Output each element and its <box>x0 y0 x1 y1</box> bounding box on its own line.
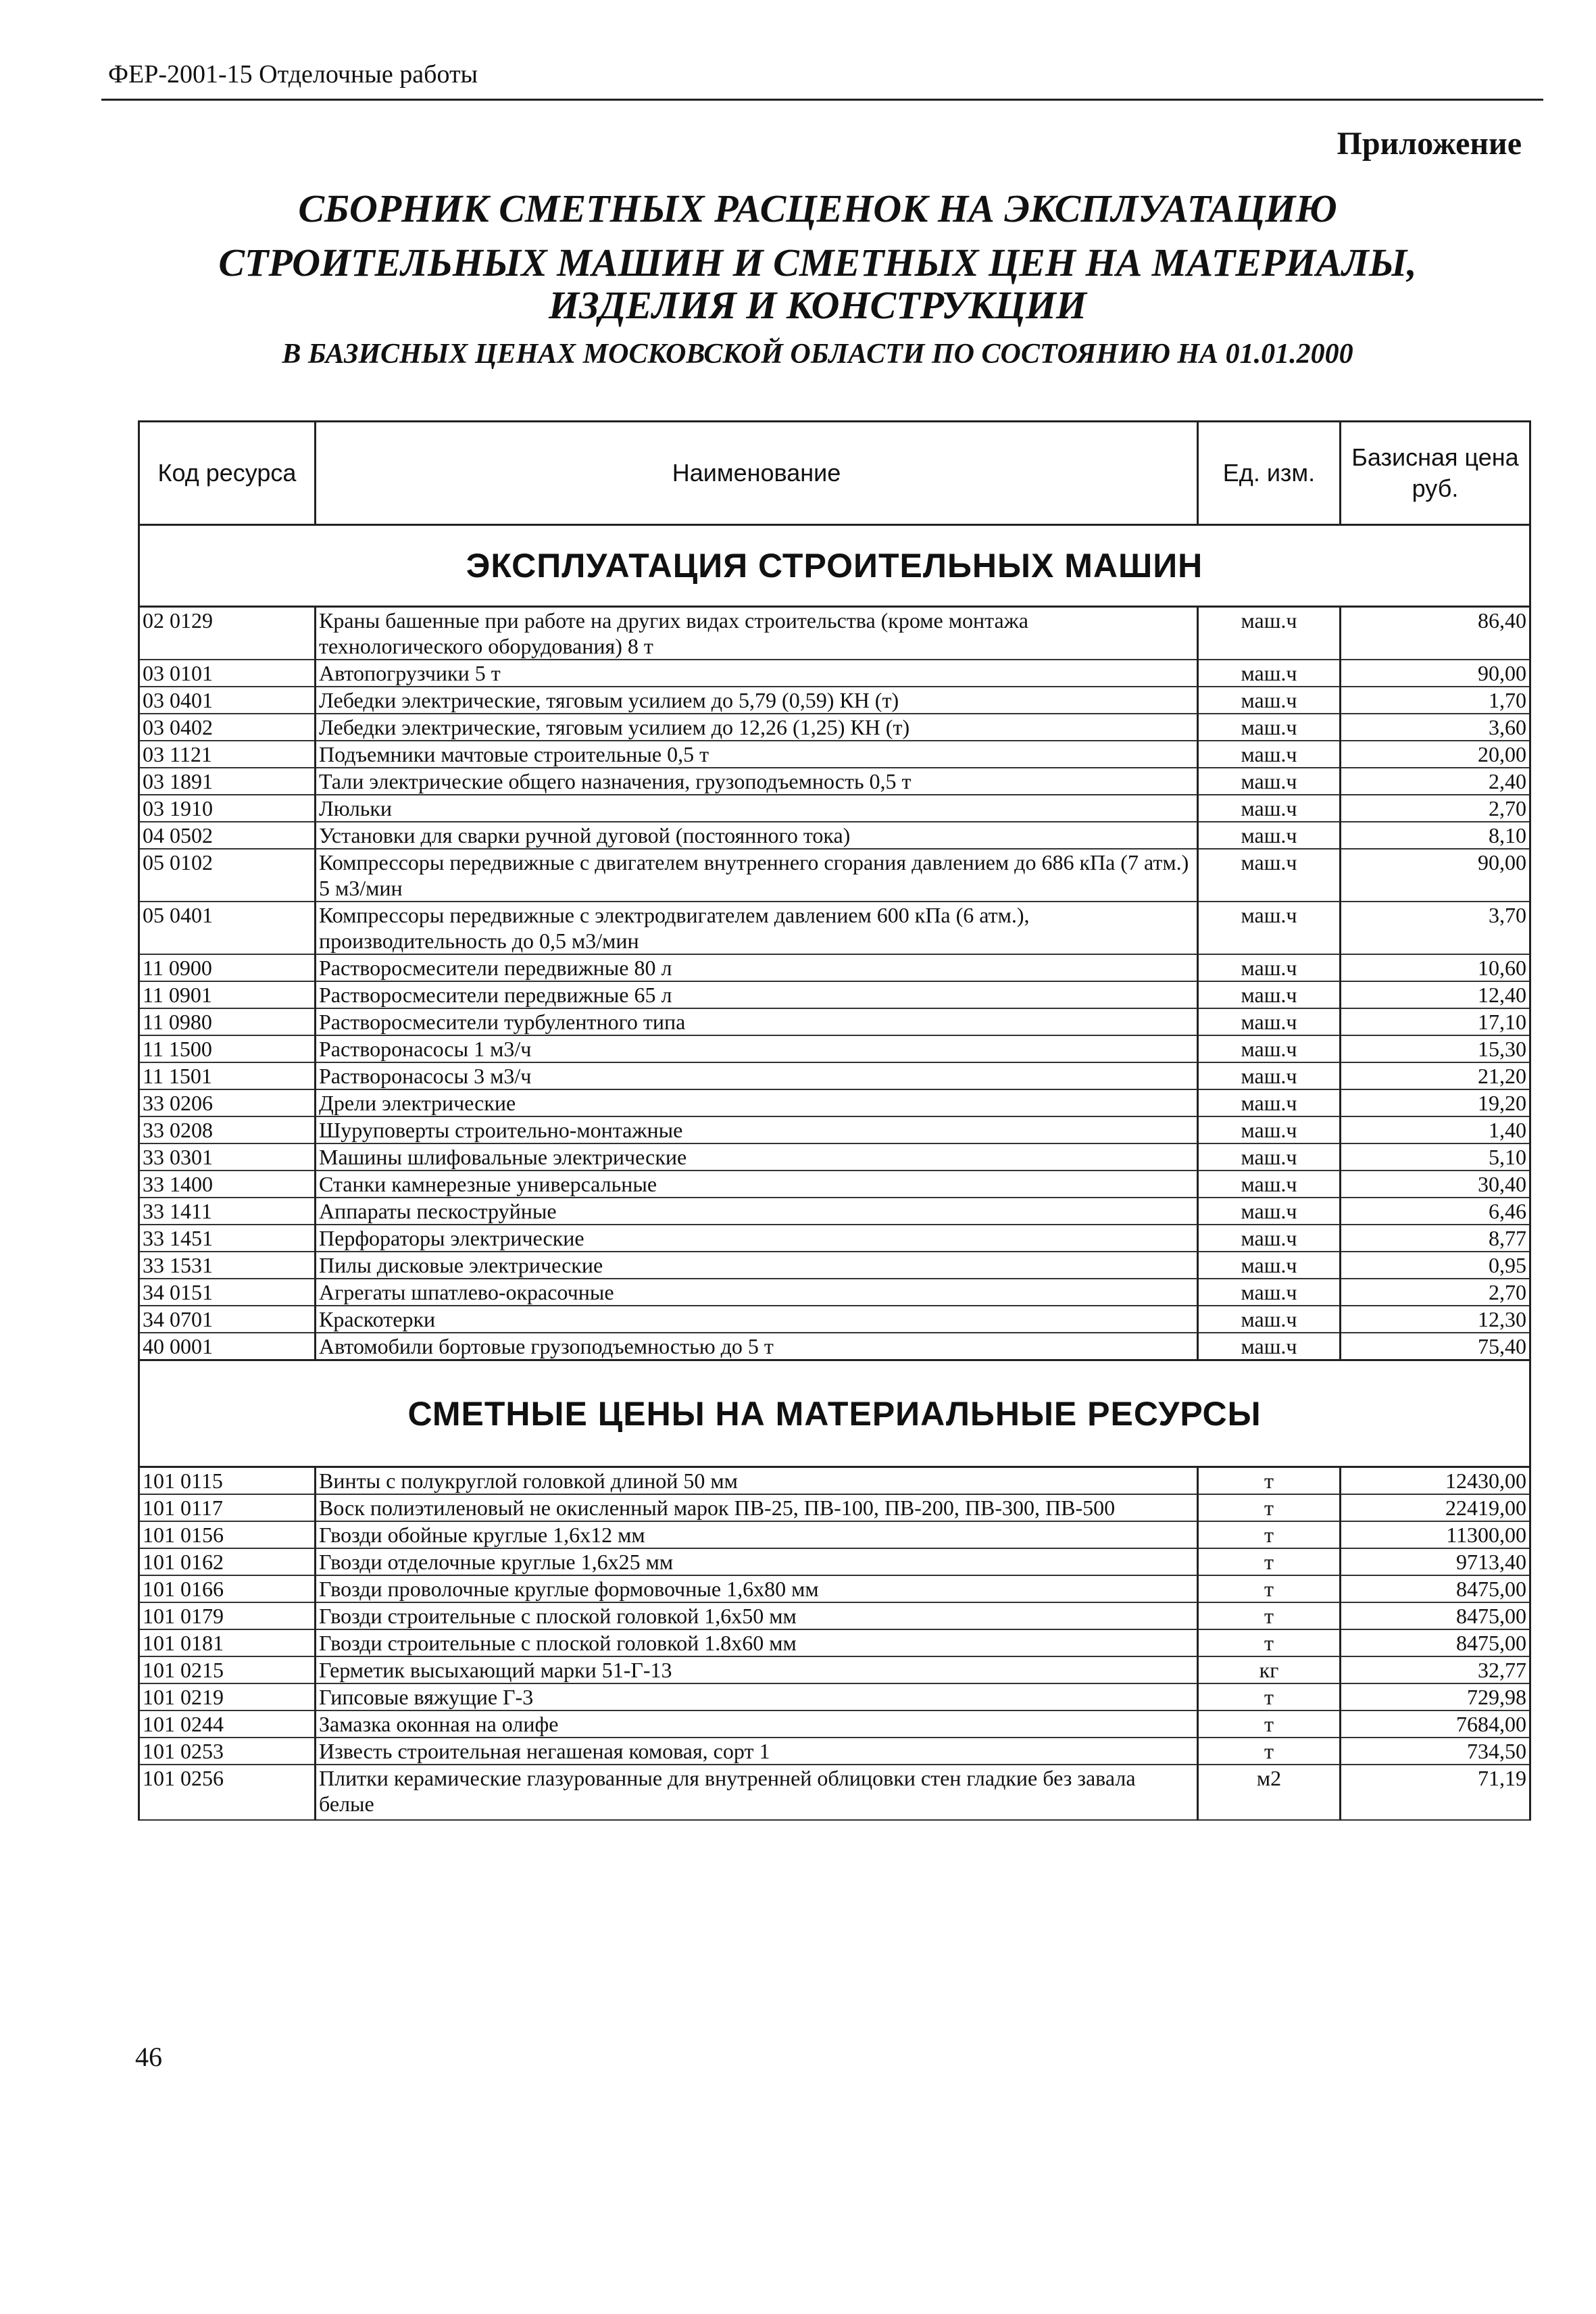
table-row <box>139 1062 1530 1089</box>
materials-section <box>139 1360 1530 1821</box>
base-price: 2,40 <box>1341 768 1530 795</box>
base-price: 12,30 <box>1341 1306 1530 1333</box>
resource-code: 11 0980 <box>139 1008 316 1035</box>
table-row <box>139 795 1530 822</box>
unit-of-measure: т <box>1198 1575 1341 1602</box>
table-row <box>139 1116 1530 1143</box>
table-row <box>139 849 1530 902</box>
table-row <box>139 1333 1530 1360</box>
table-row <box>139 981 1530 1008</box>
unit-of-measure: маш.ч <box>1198 768 1341 795</box>
appendix-label: Приложение <box>1337 126 1522 162</box>
unit-of-measure: маш.ч <box>1198 687 1341 714</box>
resource-name: Растворосмесители передвижные 65 л <box>316 981 1198 1008</box>
resource-name: Растворонасосы 3 м3/ч <box>316 1062 1198 1089</box>
unit-of-measure: маш.ч <box>1198 1198 1341 1225</box>
unit-of-measure: т <box>1198 1629 1341 1656</box>
resource-name: Шуруповерты строительно-монтажные <box>316 1116 1198 1143</box>
base-price: 11300,00 <box>1341 1521 1530 1548</box>
base-price: 21,20 <box>1341 1062 1530 1089</box>
header-name: Наименование <box>316 422 1198 525</box>
header-price: Базисная цена руб. <box>1341 422 1530 525</box>
table-row <box>139 768 1530 795</box>
unit-of-measure: маш.ч <box>1198 981 1341 1008</box>
resource-code: 11 1500 <box>139 1035 316 1062</box>
unit-of-measure: маш.ч <box>1198 660 1341 687</box>
resource-code: 101 0215 <box>139 1656 316 1683</box>
table-row <box>139 607 1530 660</box>
table-row <box>139 1494 1530 1521</box>
resource-name: Аппараты пескоструйные <box>316 1198 1198 1225</box>
resource-name: Гвозди обойные круглые 1,6х12 мм <box>316 1521 1198 1548</box>
base-price: 12,40 <box>1341 981 1530 1008</box>
base-price: 7684,00 <box>1341 1710 1530 1738</box>
base-price: 1,40 <box>1341 1116 1530 1143</box>
resource-name: Подъемники мачтовые строительные 0,5 т <box>316 741 1198 768</box>
table-row <box>139 1089 1530 1116</box>
base-price: 2,70 <box>1341 1279 1530 1306</box>
base-price: 9713,40 <box>1341 1548 1530 1575</box>
table-row <box>139 1710 1530 1738</box>
resource-name: Лебедки электрические, тяговым усилием до 12,26 (1,25) КН (т) <box>316 714 1198 741</box>
resource-code: 40 0001 <box>139 1333 316 1360</box>
resource-code: 11 0901 <box>139 981 316 1008</box>
header-code: Код ресурса <box>139 422 316 525</box>
resource-name: Плитки керамические глазурованные для внутренней облицовки стен гладкие без завала белые <box>316 1765 1198 1820</box>
resource-name: Винты с полукруглой головкой длиной 50 мм <box>316 1467 1198 1495</box>
resource-name: Гвозди строительные с плоской головкой 1,6х50 мм <box>316 1602 1198 1629</box>
resource-code: 05 0401 <box>139 902 316 954</box>
base-price: 8,77 <box>1341 1225 1530 1252</box>
base-price: 22419,00 <box>1341 1494 1530 1521</box>
base-price: 75,40 <box>1341 1333 1530 1360</box>
resource-name: Гвозди проволочные круглые формовочные 1,6х80 мм <box>316 1575 1198 1602</box>
table-row <box>139 1656 1530 1683</box>
unit-of-measure: маш.ч <box>1198 714 1341 741</box>
resource-name: Автомобили бортовые грузоподъемностью до 5 т <box>316 1333 1198 1360</box>
table-row <box>139 1765 1530 1820</box>
table-row <box>139 1683 1530 1710</box>
resource-code: 33 1531 <box>139 1252 316 1279</box>
header-unit: Ед. изм. <box>1198 422 1341 525</box>
resource-name: Краны башенные при работе на других видах строительства (кроме монтажа технологического оборудования) 8 т <box>316 607 1198 660</box>
base-price: 90,00 <box>1341 849 1530 902</box>
document-subtitle: В БАЗИСНЫХ ЦЕНАХ МОСКОВСКОЙ ОБЛАСТИ ПО СОСТОЯНИЮ НА 01.01.2000 <box>282 339 1353 370</box>
resource-code: 03 1910 <box>139 795 316 822</box>
resource-code: 03 0401 <box>139 687 316 714</box>
base-price: 8475,00 <box>1341 1602 1530 1629</box>
resource-code: 33 1451 <box>139 1225 316 1252</box>
resource-code: 33 1400 <box>139 1171 316 1198</box>
resource-code: 101 0219 <box>139 1683 316 1710</box>
unit-of-measure: маш.ч <box>1198 1062 1341 1089</box>
header-rule <box>101 99 1543 101</box>
table-row <box>139 1521 1530 1548</box>
resource-code: 33 1411 <box>139 1198 316 1225</box>
page-number: 46 <box>135 2042 162 2072</box>
resource-code: 33 0206 <box>139 1089 316 1116</box>
resource-code: 101 0166 <box>139 1575 316 1602</box>
document-title-line-1: СБОРНИК СМЕТНЫХ РАСЦЕНОК НА ЭКСПЛУАТАЦИЮ <box>298 187 1337 230</box>
unit-of-measure: маш.ч <box>1198 1143 1341 1171</box>
table-row <box>139 822 1530 849</box>
section-title-materials: СМЕТНЫЕ ЦЕНЫ НА МАТЕРИАЛЬНЫЕ РЕСУРСЫ <box>139 1360 1530 1467</box>
table-row <box>139 1738 1530 1765</box>
unit-of-measure: м2 <box>1198 1765 1341 1820</box>
base-price: 71,19 <box>1341 1765 1530 1820</box>
resource-name: Замазка оконная на олифе <box>316 1710 1198 1738</box>
unit-of-measure: маш.ч <box>1198 1171 1341 1198</box>
table-row <box>139 1171 1530 1198</box>
resource-code: 03 1121 <box>139 741 316 768</box>
unit-of-measure: маш.ч <box>1198 954 1341 981</box>
table-row <box>139 1602 1530 1629</box>
resource-code: 03 1891 <box>139 768 316 795</box>
resource-code: 101 0244 <box>139 1710 316 1738</box>
resource-name: Растворосмесители турбулентного типа <box>316 1008 1198 1035</box>
resource-code: 101 0181 <box>139 1629 316 1656</box>
resource-name: Краскотерки <box>316 1306 1198 1333</box>
resource-name: Компрессоры передвижные с электродвигателем давлением 600 кПа (6 атм.), производительность до 0,5 м3/мин <box>316 902 1198 954</box>
resource-name: Растворонасосы 1 м3/ч <box>316 1035 1198 1062</box>
base-price: 8,10 <box>1341 822 1530 849</box>
table-row <box>139 1143 1530 1171</box>
document-title-line-3: ИЗДЕЛИЯ И КОНСТРУКЦИИ <box>549 283 1087 327</box>
resource-code: 101 0117 <box>139 1494 316 1521</box>
unit-of-measure: т <box>1198 1467 1341 1495</box>
resource-code: 101 0179 <box>139 1602 316 1629</box>
resource-code: 03 0101 <box>139 660 316 687</box>
resource-name: Известь строительная негашеная комовая, сорт 1 <box>316 1738 1198 1765</box>
resource-code: 03 0402 <box>139 714 316 741</box>
base-price: 6,46 <box>1341 1198 1530 1225</box>
resource-code: 04 0502 <box>139 822 316 849</box>
section-heading-row <box>139 525 1530 607</box>
table-row <box>139 660 1530 687</box>
unit-of-measure: маш.ч <box>1198 849 1341 902</box>
resource-name: Гвозди строительные с плоской головкой 1.8х60 мм <box>316 1629 1198 1656</box>
base-price: 2,70 <box>1341 795 1530 822</box>
unit-of-measure: т <box>1198 1494 1341 1521</box>
table-row <box>139 1306 1530 1333</box>
resource-code: 101 0253 <box>139 1738 316 1765</box>
resource-code: 101 0156 <box>139 1521 316 1548</box>
resource-name: Герметик высыхающий марки 51-Г-13 <box>316 1656 1198 1683</box>
unit-of-measure: маш.ч <box>1198 741 1341 768</box>
resource-code: 33 0208 <box>139 1116 316 1143</box>
table-row <box>139 1035 1530 1062</box>
resource-name: Перфораторы электрические <box>316 1225 1198 1252</box>
table-row <box>139 1548 1530 1575</box>
resource-code: 05 0102 <box>139 849 316 902</box>
resource-code: 101 0162 <box>139 1548 316 1575</box>
base-price: 3,70 <box>1341 902 1530 954</box>
resource-name: Гипсовые вяжущие Г-3 <box>316 1683 1198 1710</box>
unit-of-measure: маш.ч <box>1198 607 1341 660</box>
unit-of-measure: маш.ч <box>1198 1252 1341 1279</box>
resource-name: Дрели электрические <box>316 1089 1198 1116</box>
table-row <box>139 954 1530 981</box>
resource-code: 34 0701 <box>139 1306 316 1333</box>
resource-name: Агрегаты шпатлево-окрасочные <box>316 1279 1198 1306</box>
base-price: 20,00 <box>1341 741 1530 768</box>
base-price: 5,10 <box>1341 1143 1530 1171</box>
resource-name: Люльки <box>316 795 1198 822</box>
resource-name: Станки камнерезные универсальные <box>316 1171 1198 1198</box>
resource-code: 33 0301 <box>139 1143 316 1171</box>
resource-code: 02 0129 <box>139 607 316 660</box>
unit-of-measure: т <box>1198 1710 1341 1738</box>
base-price: 1,70 <box>1341 687 1530 714</box>
base-price: 30,40 <box>1341 1171 1530 1198</box>
base-price: 734,50 <box>1341 1738 1530 1765</box>
resource-code: 101 0115 <box>139 1467 316 1495</box>
base-price: 17,10 <box>1341 1008 1530 1035</box>
unit-of-measure: т <box>1198 1521 1341 1548</box>
base-price: 19,20 <box>1341 1089 1530 1116</box>
price-table <box>138 420 1531 1821</box>
table-row <box>139 902 1530 954</box>
table-row <box>139 1008 1530 1035</box>
unit-of-measure: маш.ч <box>1198 1035 1341 1062</box>
resource-code: 101 0256 <box>139 1765 316 1820</box>
resource-name: Установки для сварки ручной дуговой (постоянного тока) <box>316 822 1198 849</box>
resource-name: Пилы дисковые электрические <box>316 1252 1198 1279</box>
base-price: 32,77 <box>1341 1656 1530 1683</box>
base-price: 12430,00 <box>1341 1467 1530 1495</box>
resource-code: 11 1501 <box>139 1062 316 1089</box>
machines-section <box>139 525 1530 1360</box>
table-header-row <box>139 422 1530 525</box>
unit-of-measure: маш.ч <box>1198 1225 1341 1252</box>
unit-of-measure: маш.ч <box>1198 1116 1341 1143</box>
table-row <box>139 687 1530 714</box>
section-heading-row <box>139 1360 1530 1467</box>
table-row <box>139 1225 1530 1252</box>
document-title-line-2: СТРОИТЕЛЬНЫХ МАШИН И СМЕТНЫХ ЦЕН НА МАТЕРИАЛЫ, <box>218 241 1417 285</box>
table-row <box>139 714 1530 741</box>
unit-of-measure: маш.ч <box>1198 1089 1341 1116</box>
running-header: ФЕР-2001-15 Отделочные работы <box>108 60 478 89</box>
resource-code: 34 0151 <box>139 1279 316 1306</box>
table-row <box>139 1575 1530 1602</box>
table-row <box>139 1629 1530 1656</box>
resource-name: Автопогрузчики 5 т <box>316 660 1198 687</box>
base-price: 90,00 <box>1341 660 1530 687</box>
unit-of-measure: маш.ч <box>1198 1279 1341 1306</box>
unit-of-measure: маш.ч <box>1198 822 1341 849</box>
base-price: 0,95 <box>1341 1252 1530 1279</box>
unit-of-measure: маш.ч <box>1198 1306 1341 1333</box>
unit-of-measure: маш.ч <box>1198 795 1341 822</box>
base-price: 8475,00 <box>1341 1629 1530 1656</box>
resource-code: 11 0900 <box>139 954 316 981</box>
section-title-machines: ЭКСПЛУАТАЦИЯ СТРОИТЕЛЬНЫХ МАШИН <box>139 525 1530 607</box>
table-row <box>139 1252 1530 1279</box>
base-price: 3,60 <box>1341 714 1530 741</box>
unit-of-measure: т <box>1198 1738 1341 1765</box>
resource-name: Лебедки электрические, тяговым усилием до 5,79 (0,59) КН (т) <box>316 687 1198 714</box>
unit-of-measure: маш.ч <box>1198 1008 1341 1035</box>
unit-of-measure: маш.ч <box>1198 1333 1341 1360</box>
resource-name: Тали электрические общего назначения, грузоподъемность 0,5 т <box>316 768 1198 795</box>
resource-name: Растворосмесители передвижные 80 л <box>316 954 1198 981</box>
unit-of-measure: кг <box>1198 1656 1341 1683</box>
unit-of-measure: т <box>1198 1548 1341 1575</box>
table-row <box>139 1279 1530 1306</box>
base-price: 86,40 <box>1341 607 1530 660</box>
unit-of-measure: т <box>1198 1683 1341 1710</box>
table-row <box>139 741 1530 768</box>
table-row <box>139 1198 1530 1225</box>
resource-name: Машины шлифовальные электрические <box>316 1143 1198 1171</box>
base-price: 8475,00 <box>1341 1575 1530 1602</box>
resource-name: Гвозди отделочные круглые 1,6х25 мм <box>316 1548 1198 1575</box>
base-price: 15,30 <box>1341 1035 1530 1062</box>
unit-of-measure: т <box>1198 1602 1341 1629</box>
base-price: 729,98 <box>1341 1683 1530 1710</box>
base-price: 10,60 <box>1341 954 1530 981</box>
resource-name: Компрессоры передвижные с двигателем внутреннего сгорания давлением до 686 кПа (7 атм.) 5 м3/мин <box>316 849 1198 902</box>
resource-name: Воск полиэтиленовый не окисленный марок ПВ-25, ПВ-100, ПВ-200, ПВ-300, ПВ-500 <box>316 1494 1198 1521</box>
unit-of-measure: маш.ч <box>1198 902 1341 954</box>
table-row <box>139 1467 1530 1495</box>
